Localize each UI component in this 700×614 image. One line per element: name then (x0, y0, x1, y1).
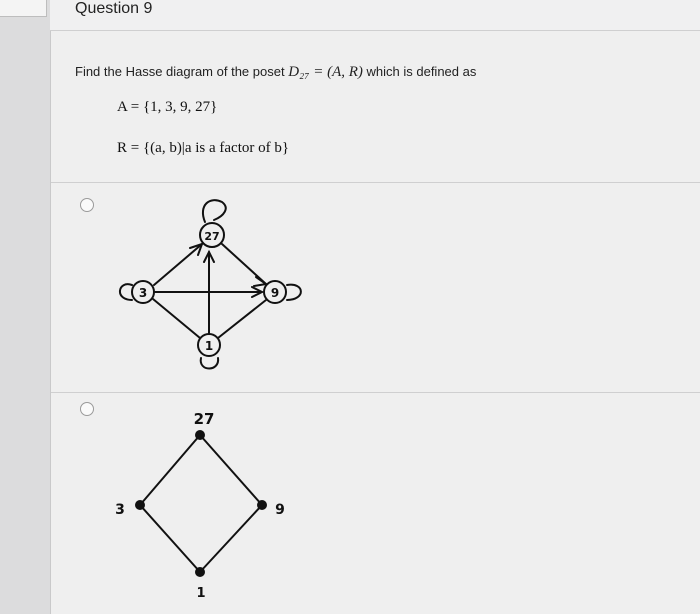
node-1-dot (195, 567, 205, 577)
node-3-label: 3 (138, 286, 148, 300)
edge-1-3 (140, 505, 200, 572)
node-27-label: 27 (204, 230, 220, 243)
node-9-dot (257, 500, 267, 510)
edge-3-27 (140, 435, 200, 505)
prompt-suffix: which is defined as (366, 64, 477, 79)
node-9-label: 9 (270, 286, 280, 300)
poset-notation: D₂₇ = (A, R) (288, 64, 363, 80)
set-definition: A = {1, 3, 9, 27} (117, 99, 218, 115)
node-3-dot (135, 500, 145, 510)
node-27-label: 27 (193, 410, 215, 428)
question-title: Question 9 (75, 0, 153, 17)
relation-definition: R = {(a, b)|a is a factor of b} (117, 140, 290, 156)
edge-1-9 (200, 505, 262, 572)
node-1-label: 1 (204, 339, 214, 353)
node-3-label: 3 (115, 502, 125, 518)
edge-9-27 (200, 435, 262, 505)
prompt-text: Find the Hasse diagram of the poset (75, 64, 285, 79)
node-27-dot (195, 430, 205, 440)
node-1-label: 1 (196, 586, 206, 601)
node-9-label: 9 (275, 502, 285, 518)
